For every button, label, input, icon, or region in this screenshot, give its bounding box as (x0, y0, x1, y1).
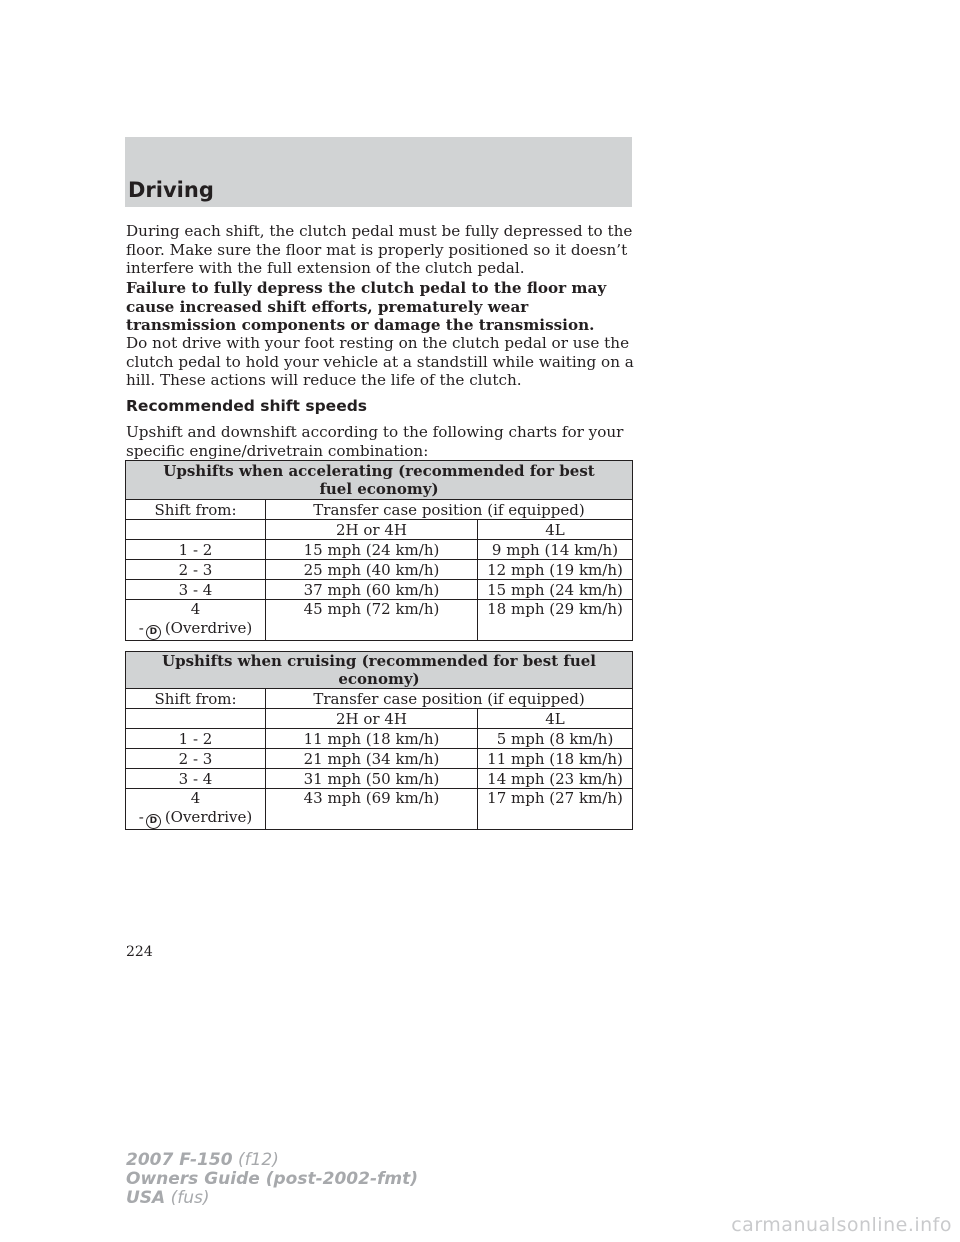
shift-from-header: Shift from: (126, 689, 266, 709)
watermark-text: carmanualsonline.info (731, 1214, 952, 1236)
column-2h-4h: 2H or 4H (266, 520, 478, 540)
cruising-shift-table (125, 651, 633, 830)
shift-prefix: - (138, 808, 144, 826)
overdrive-label: (Overdrive) (164, 808, 253, 826)
table-row (126, 580, 633, 600)
speed-2h4h-cell: 15 mph (24 km/h) (266, 540, 478, 560)
overdrive-d-icon: D (146, 625, 161, 640)
speed-2h4h-cell: 31 mph (50 km/h) (266, 769, 478, 789)
overdrive-d-icon: D (146, 814, 161, 829)
document-footer (126, 1151, 418, 1208)
shift-cell: 3 - 4 (126, 580, 266, 600)
table-title: Upshifts when cruising (recommended for best fuel economy) (126, 652, 633, 689)
speed-4l-cell: 15 mph (24 km/h) (478, 580, 633, 600)
speed-4l-cell: 17 mph (27 km/h) (478, 789, 633, 830)
speed-2h4h-cell: 25 mph (40 km/h) (266, 560, 478, 580)
transfer-case-header: Transfer case position (if equipped) (266, 500, 633, 520)
table-row-overdrive (126, 789, 633, 830)
table-row (126, 769, 633, 789)
blank-cell (126, 709, 266, 729)
section-title: Driving (128, 178, 214, 202)
footer-market: USA (126, 1188, 166, 1208)
shift-cell: 1 - 2 (126, 540, 266, 560)
speed-2h4h-cell: 11 mph (18 km/h) (266, 729, 478, 749)
column-4l: 4L (478, 520, 633, 540)
shift-cell-overdrive (126, 789, 266, 830)
shift-from-header: Shift from: (126, 500, 266, 520)
speed-2h4h-cell: 45 mph (72 km/h) (266, 600, 478, 641)
speed-4l-cell: 14 mph (23 km/h) (478, 769, 633, 789)
shift-cell: 1 - 2 (126, 729, 266, 749)
footer-market-code: (fus) (170, 1188, 210, 1208)
accelerating-shift-table (125, 460, 633, 641)
shift-gear-number: 4 (190, 789, 201, 807)
speed-2h4h-cell: 21 mph (34 km/h) (266, 749, 478, 769)
speed-4l-cell: 5 mph (8 km/h) (478, 729, 633, 749)
shift-prefix: - (138, 619, 144, 637)
footer-model: 2007 F-150 (126, 1150, 233, 1170)
column-4l: 4L (478, 709, 633, 729)
paragraph-charts-intro: Upshift and downshift according to the following charts for your specific engine/drivetrain combination: (126, 423, 624, 460)
transfer-case-header: Transfer case position (if equipped) (266, 689, 633, 709)
column-2h-4h: 2H or 4H (266, 709, 478, 729)
shift-cell-overdrive (126, 600, 266, 641)
paragraph-foot-resting: Do not drive with your foot resting on the clutch pedal or use the clutch pedal to hold your vehicle at a standstill while waiting on a hill. These actions will reduce the life of the clutch. (126, 334, 634, 389)
shift-cell: 3 - 4 (126, 769, 266, 789)
paragraph-clutch-depress: During each shift, the clutch pedal must be fully depressed to the floor. Make sure the floor mat is properly positioned so it doesn’t interfere with the full extension of the clutch pedal. (126, 222, 633, 277)
footer-model-code: (f12) (237, 1150, 279, 1170)
speed-4l-cell: 12 mph (19 km/h) (478, 560, 633, 580)
speed-2h4h-cell: 37 mph (60 km/h) (266, 580, 478, 600)
speed-4l-cell: 11 mph (18 km/h) (478, 749, 633, 769)
shift-gear-number: 4 (190, 600, 201, 618)
shift-cell: 2 - 3 (126, 560, 266, 580)
speed-4l-cell: 18 mph (29 km/h) (478, 600, 633, 641)
table-row (126, 560, 633, 580)
page-number: 224 (126, 944, 153, 960)
footer-guide-name: Owners Guide (post-2002-fmt) (126, 1169, 419, 1189)
table-row (126, 540, 633, 560)
blank-cell (126, 520, 266, 540)
overdrive-label: (Overdrive) (164, 619, 253, 637)
subheading-shift-speeds: Recommended shift speeds (126, 397, 368, 415)
table-row-overdrive (126, 600, 633, 641)
table-title: Upshifts when accelerating (recommended for best fuel economy) (126, 461, 633, 500)
speed-4l-cell: 9 mph (14 km/h) (478, 540, 633, 560)
speed-2h4h-cell: 43 mph (69 km/h) (266, 789, 478, 830)
paragraph-warning: Failure to fully depress the clutch pedal to the floor may cause increased shift efforts, prematurely wear transmission components or damage the transmission. (126, 279, 607, 334)
table-row (126, 729, 633, 749)
shift-cell: 2 - 3 (126, 749, 266, 769)
table-row (126, 749, 633, 769)
